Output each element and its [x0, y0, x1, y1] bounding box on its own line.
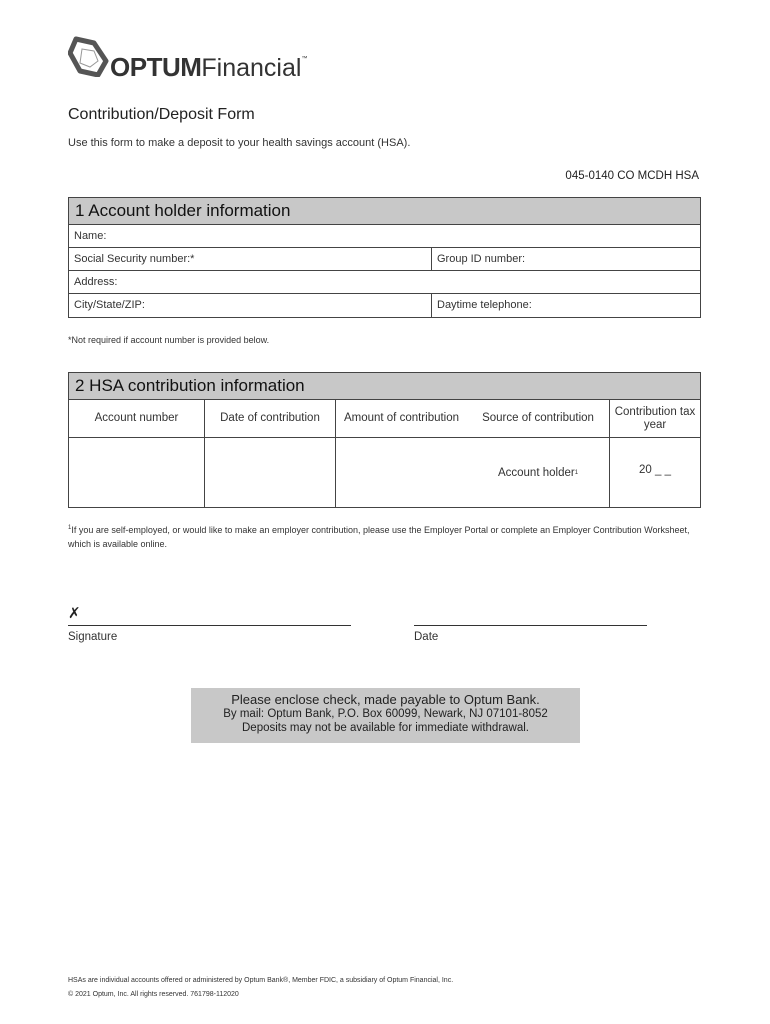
group-id-label: Group ID number:: [437, 253, 526, 265]
footer-copyright: © 2021 Optum, Inc. All rights reserved. 761798-112020: [68, 991, 239, 998]
contribution-footnote: [68, 521, 708, 551]
col-amount: [335, 400, 467, 507]
td-source: [467, 438, 609, 507]
section1-heading: 1 Account holder information: [68, 197, 701, 225]
td-date[interactable]: [205, 438, 335, 507]
ssn-note: *Not required if account number is provided below.: [68, 335, 270, 345]
city-label: City/State/ZIP:: [74, 299, 145, 311]
city-field[interactable]: [69, 294, 431, 317]
signature-line[interactable]: [68, 625, 351, 626]
footer-disclaimer: HSAs are individual accounts offered or administered by Optum Bank®, Member FDIC, a subsidiary of Optum Financial, Inc.: [68, 977, 454, 984]
enclose-line2-text: Optum Bank, P.O. Box 60099, Newark, NJ 07101-8052: [264, 708, 548, 720]
col-tax-year: [609, 400, 700, 507]
optum-logo-icon: [68, 35, 110, 77]
date-line[interactable]: [414, 625, 647, 626]
td-tax-year[interactable]: 20 _ _: [639, 464, 671, 476]
address-row[interactable]: [69, 271, 700, 294]
footnote-mark: 1: [68, 525, 72, 531]
source-value: Account holder: [497, 466, 575, 479]
th-source: Source of contribution: [467, 400, 609, 438]
ssn-label: Social Security number:*: [74, 253, 195, 265]
brand-logo: [110, 52, 307, 83]
th-account-number: Account number: [69, 400, 204, 438]
phone-field[interactable]: [431, 294, 700, 317]
group-id-field[interactable]: [431, 248, 700, 270]
col-source: [467, 400, 609, 507]
col-date: [204, 400, 335, 507]
form-code: 045-0140 CO MCDH HSA: [565, 170, 699, 182]
col-account-number: [69, 400, 204, 507]
th-date: Date of contribution: [205, 400, 335, 438]
form-title: Contribution/Deposit Form: [68, 106, 255, 123]
contribution-table: [68, 400, 701, 508]
enclose-box: [191, 688, 580, 743]
enclose-line2: [191, 707, 580, 721]
brand-name-bold: OPTUM: [110, 52, 202, 82]
signature-mark-icon: ✗: [68, 605, 81, 622]
enclose-line1: Please enclose check, made payable to Optum Bank.: [231, 692, 540, 707]
address-label: Address:: [74, 276, 118, 288]
section2-heading: 2 HSA contribution information: [68, 372, 701, 400]
td-amount[interactable]: [336, 438, 467, 507]
brand-name-light: Financial: [201, 54, 302, 82]
signature-label: Signature: [68, 631, 118, 643]
ssn-field[interactable]: [69, 248, 431, 270]
enclose-line2-prefix: By mail:: [223, 708, 265, 720]
brand-trademark: ™: [301, 56, 308, 62]
phone-label: Daytime telephone:: [437, 299, 532, 311]
source-footnote-mark: 1: [574, 469, 579, 476]
name-row[interactable]: [69, 225, 700, 248]
account-holder-box: [68, 225, 701, 318]
name-label: Name:: [74, 230, 107, 242]
city-phone-row: [69, 294, 700, 317]
ssn-group-row: [69, 248, 700, 271]
footnote-text: If you are self-employed, or would like to make an employer contribution, please use the Employer Portal or complete an Employer Contribution Worksheet, which is available online.: [68, 525, 690, 549]
th-tax-year: Contribution tax year: [610, 400, 700, 438]
td-account-number[interactable]: [69, 438, 204, 507]
form-intro: Use this form to make a deposit to your health savings account (HSA).: [68, 137, 411, 149]
enclose-line3: Deposits may not be available for immediate withdrawal.: [242, 722, 529, 734]
date-label: Date: [414, 631, 439, 643]
th-amount: Amount of contribution: [336, 400, 467, 438]
